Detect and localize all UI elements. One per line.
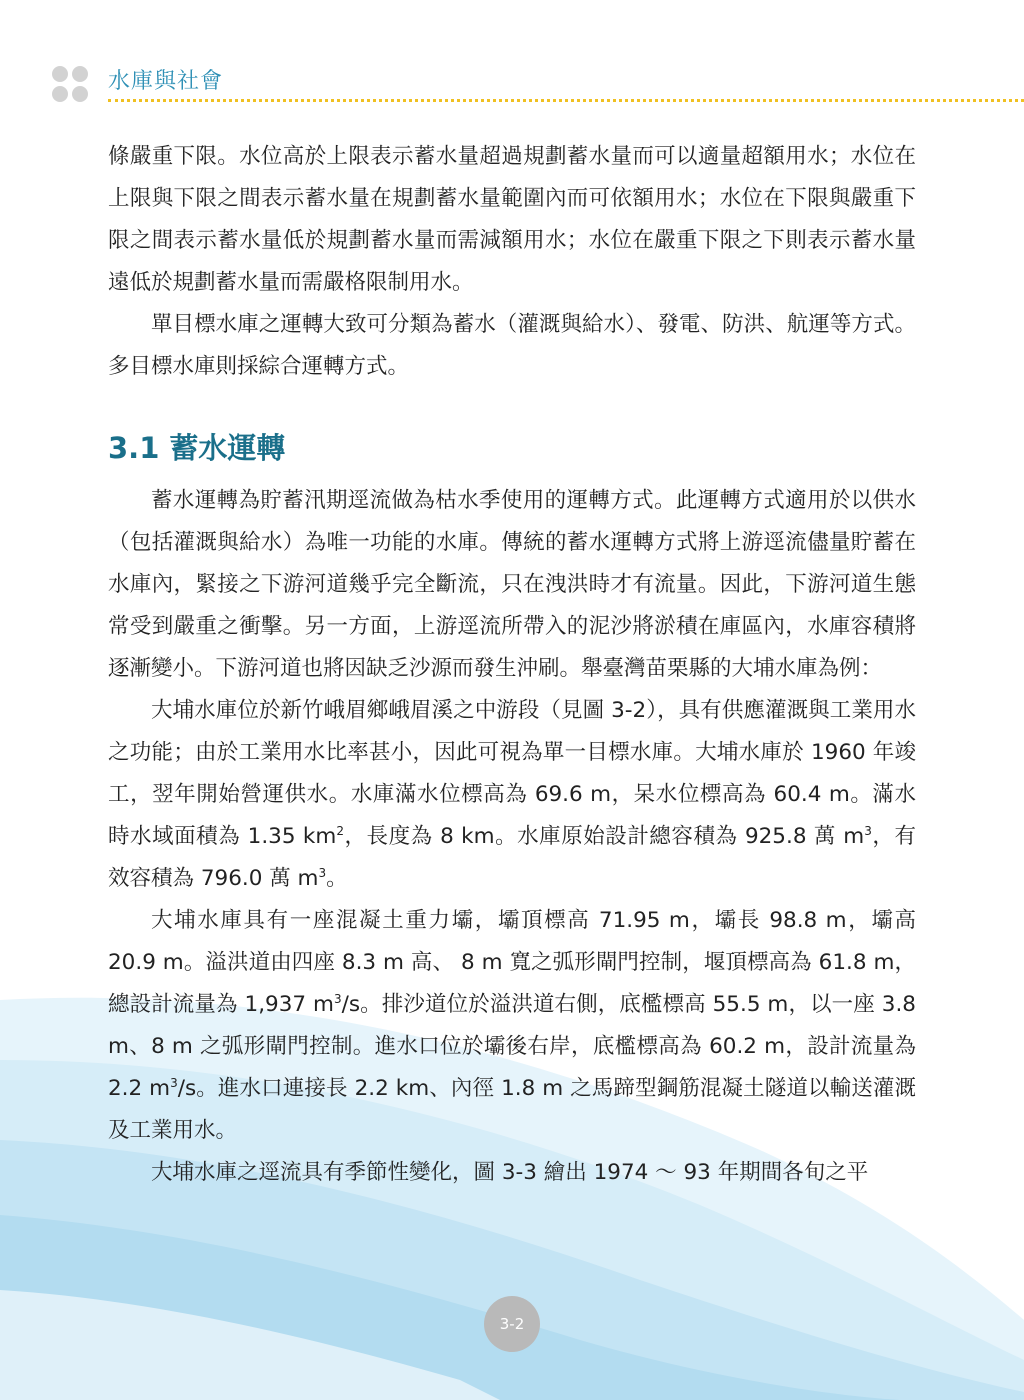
section-title: 蓄水運轉 <box>169 431 286 465</box>
paragraph-dapu-reservoir: 大埔水庫位於新竹峨眉鄉峨眉溪之中游段（見圖 3-2），具有供應灌溉與工業用水之功能；由於工業用水比率甚小，因此可視為單一目標水庫。大埔水庫於 1960 年竣工，翌年開始營運供水。水庫滿水位標高為 69.6 m，呆水位標高為 60.4 m。滿水時水域面積為 1.35 $km^2$，長度為 8 km。水庫原始設計總容積為 925.8 萬 $m^3$，有效容積為 796.0 萬 $m^3$。 <box>108 698 916 891</box>
header-dotted-rule <box>108 99 1024 102</box>
header-dots-logo-icon <box>52 66 96 102</box>
section-heading <box>108 426 916 470</box>
page-number: 3-2 <box>484 1296 540 1352</box>
header-title: 水庫與社會 <box>108 69 224 94</box>
paragraph-operation-types: 單目標水庫之運轉大致可分類為蓄水（灌溉與給水）、發電、防洪、航運等方式。多目標水庫則採綜合運轉方式。 <box>108 312 916 379</box>
section-number: 3.1 <box>108 431 160 465</box>
paragraph-dam-structure: 大埔水庫具有一座混凝土重力壩，壩頂標高 71.95 m，壩長 98.8 m，壩高 20.9 m。溢洪道由四座 8.3 m 高、 8 m 寬之弧形閘門控制，堰頂標高為 61.8 m，總設計流量為 1,937 $m^3/s$。排沙道位於溢洪道右側，底檻標高 55.5 m，以一座 3.8 m、8 m 之弧形閘門控制。進水口位於壩後右岸，底檻標高為 60.2 m，設計流量為 2.2 $m^3/s$。進水口連接長 2.2 km、內徑 1.8 m 之馬蹄型鋼筋混凝土隧道以輸送灌溉及工業用水。 <box>108 908 916 1143</box>
page-body <box>108 136 916 1194</box>
paragraph-storage-operation: 蓄水運轉為貯蓄汛期逕流做為枯水季使用的運轉方式。此運轉方式適用於以供水（包括灌溉與給水）為唯一功能的水庫。傳統的蓄水運轉方式將上游逕流儘量貯蓄在水庫內，緊接之下游河道幾乎完全斷流，只在洩洪時才有流量。因此，下游河道生態常受到嚴重之衝擊。另一方面，上游逕流所帶入的泥沙將淤積在庫區內，水庫容積將逐漸變小。下游河道也將因缺乏沙源而發生沖刷。舉臺灣苗栗縣的大埔水庫為例： <box>108 488 916 681</box>
paragraph-runoff: 大埔水庫之逕流具有季節性變化，圖 3-3 繪出 1974 ～ 93 年期間各旬之平 <box>151 1160 869 1185</box>
paragraph-continued: 條嚴重下限。水位高於上限表示蓄水量超過規劃蓄水量而可以適量超額用水；水位在上限與下限之間表示蓄水量在規劃蓄水量範圍內而可依額用水；水位在下限與嚴重下限之間表示蓄水量低於規劃蓄水量而需減額用水；水位在嚴重下限之下則表示蓄水量遠低於規劃蓄水量而需嚴格限制用水。 <box>108 144 916 295</box>
